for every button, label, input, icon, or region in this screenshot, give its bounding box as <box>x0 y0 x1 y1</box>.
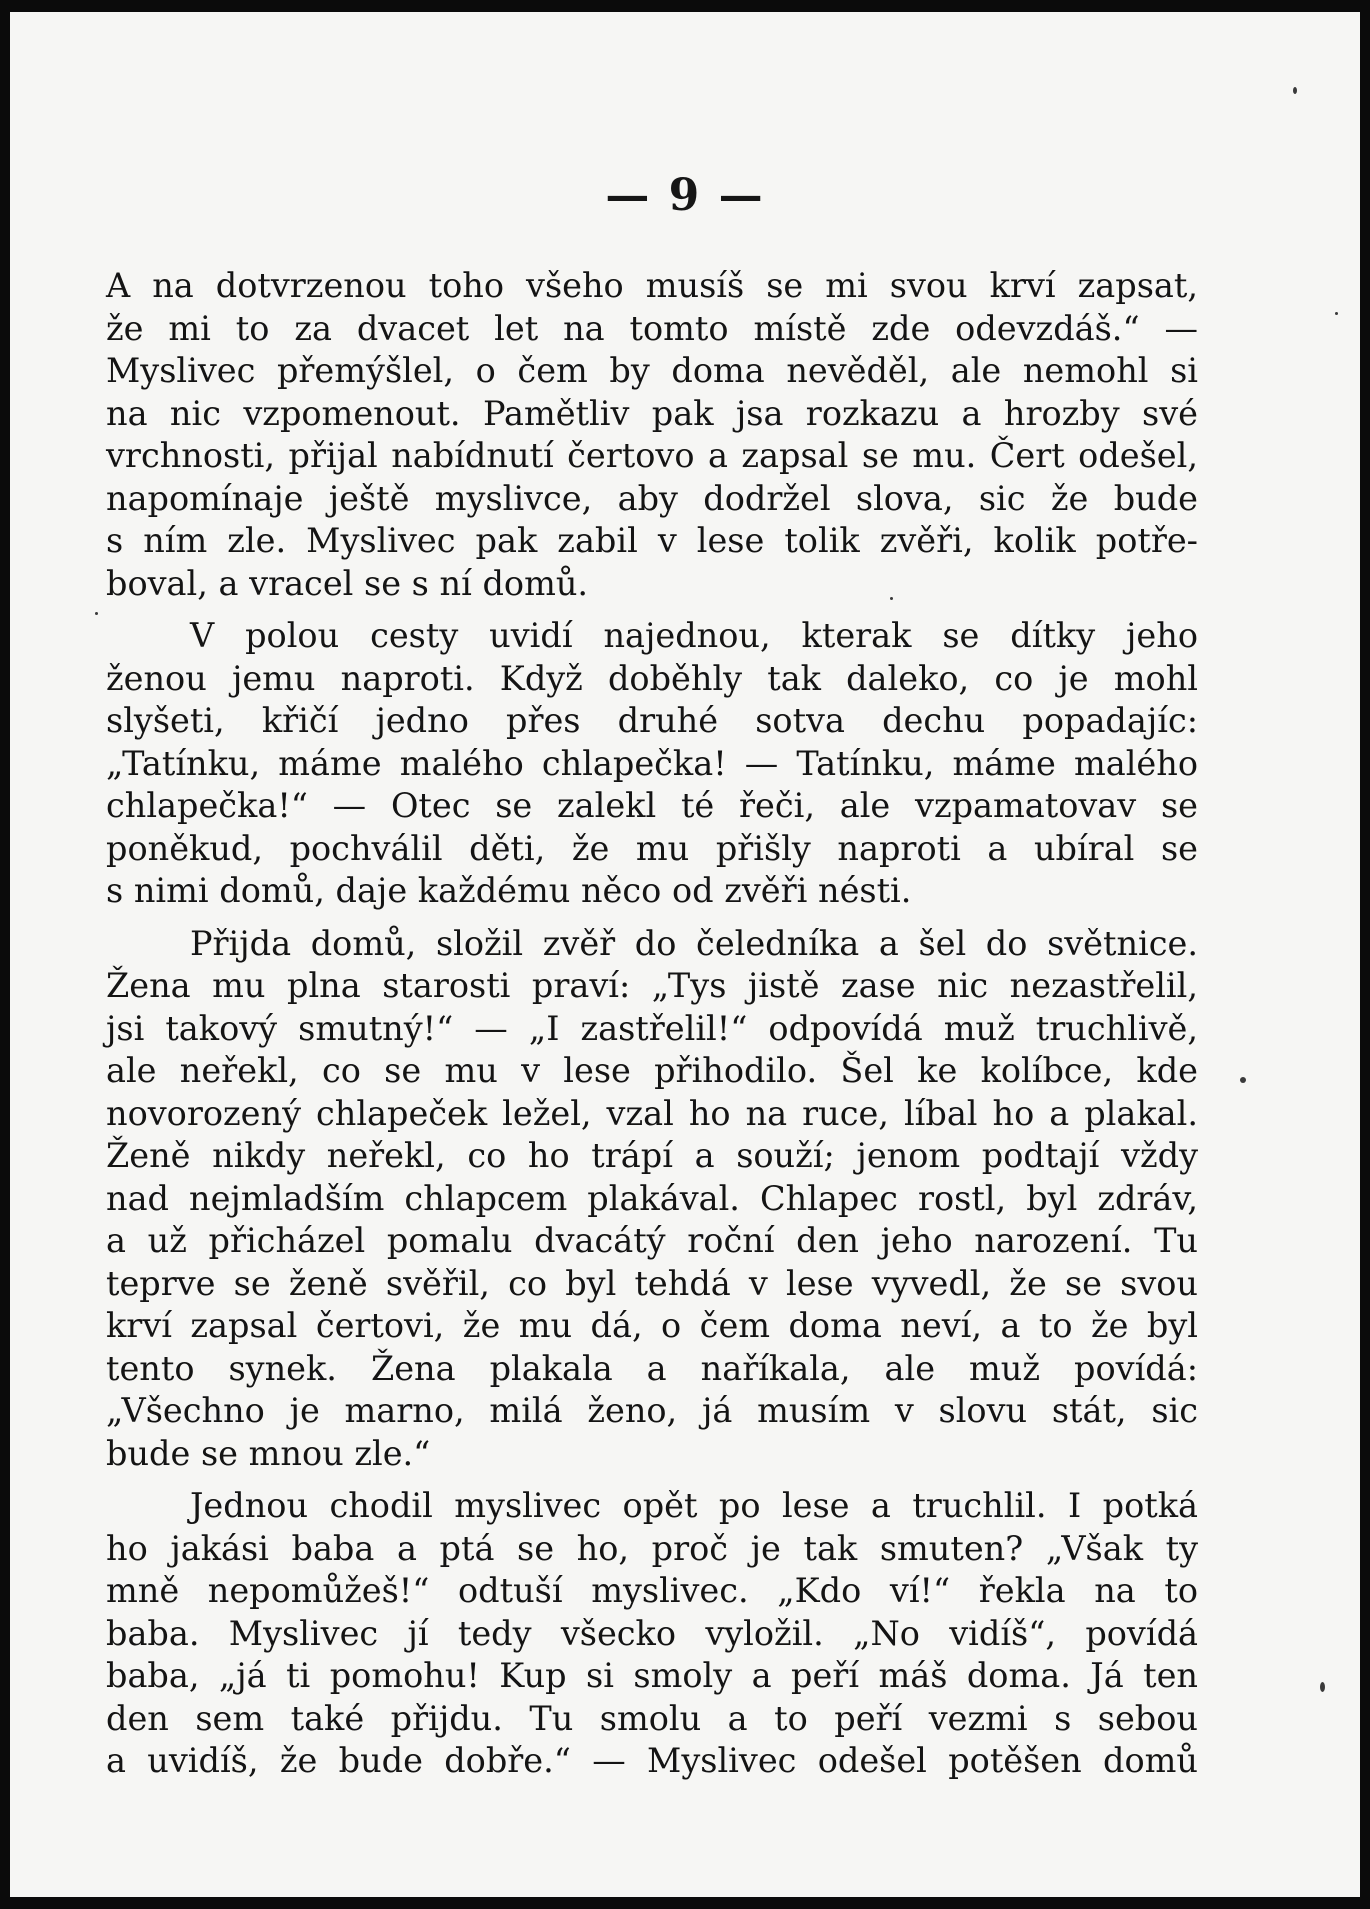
page-number: — 9 — <box>605 170 765 221</box>
text-line: den sem také přijdu. Tu smolu a to peří vezmi s sebou <box>106 1698 1198 1738</box>
text-line: vrchnosti, přijal nabídnutí čertovo a zapsal se mu. Čert odešel, <box>106 436 1198 475</box>
text-line: že mi to za dvacet let na tomto místě zde odevzdáš.“ — <box>106 308 1198 348</box>
text-line: ženou jemu naproti. Když doběhly tak daleko, co je mohl <box>106 658 1198 698</box>
text-line: mně nepomůžeš!“ odtuší myslivec. „Kdo ví!“ řekla na to <box>106 1571 1198 1610</box>
text-line: tento synek. Žena plakala a naříkala, ale muž povídá: <box>106 1348 1198 1388</box>
text-line: teprve se ženě svěřil, co byl tehdá v lese vyvedl, že se svou <box>106 1263 1198 1303</box>
text-line: Jednou chodil myslivec opět po lese a truchlil. I potká <box>190 1486 1198 1525</box>
text-line: Žena mu plna starosti praví: „Tys jistě zase nic nezastřelil, <box>106 966 1198 1005</box>
book-page <box>10 12 1360 1897</box>
paragraph <box>106 265 1198 605</box>
text-line: na nic vzpomenout. Pamětliv pak jsa rozkazu a hrozby své <box>106 393 1198 433</box>
text-line: s ním zle. Myslivec pak zabil v lese tolik zvěři, kolik potře- <box>106 521 1198 560</box>
text-line: ale neřekl, co se mu v lese přihodilo. Šel ke kolíbce, kde <box>106 1051 1198 1090</box>
text-line: slyšeti, křičí jedno přes druhé sotva dechu popadajíc: <box>106 701 1198 740</box>
text-line: napomínaje ještě myslivce, aby dodržel slova, sic že bude <box>106 478 1198 518</box>
text-line: a uvidíš, že bude dobře.“ — Myslivec odešel potěšen domů <box>106 1741 1198 1780</box>
text-line: „Tatínku, máme malého chlapečka! — Tatínku, máme malého <box>106 743 1198 783</box>
text-line: novorozený chlapeček ležel, vzal ho na ruce, líbal ho a plakal. <box>106 1093 1198 1133</box>
text-line: „Všechno je marno, milá ženo, já musím v slovu stát, sic <box>106 1391 1198 1430</box>
text-line: chlapečka!“ — Otec se zalekl té řeči, ale vzpamatovav se <box>106 786 1198 825</box>
text-line: poněkud, pochválil děti, že mu přišly naproti a ubíral se <box>106 828 1198 868</box>
text-line: Myslivec přemýšlel, o čem by doma nevěděl, ale nemohl si <box>106 351 1198 390</box>
paragraph <box>106 615 1198 913</box>
text-line: boval, a vracel se s ní domů. <box>106 563 589 603</box>
page-text <box>106 265 1198 1783</box>
text-line: bude se mnou zle.“ <box>106 1433 431 1473</box>
text-line: A na dotvrzenou toho všeho musíš se mi svou krví zapsat, <box>106 266 1198 305</box>
text-line: V polou cesty uvidí najednou, kterak se dítky jeho <box>190 616 1198 655</box>
text-line: Přijda domů, složil zvěř do čeledníka a šel do světnice. <box>190 923 1198 963</box>
text-line: krví zapsal čertovi, že mu dá, o čem doma neví, a to že byl <box>106 1306 1198 1345</box>
text-line: Ženě nikdy neřekl, co ho trápí a souží; jenom podtají vždy <box>106 1136 1198 1175</box>
paragraph <box>106 1485 1198 1783</box>
text-line: nad nejmladším chlapcem plakával. Chlapec rostl, byl zdráv, <box>106 1178 1198 1218</box>
paragraph <box>106 923 1198 1476</box>
text-line: s nimi domů, daje každému něco od zvěři nésti. <box>106 871 912 910</box>
text-line: a už přicházel pomalu dvacátý roční den jeho narození. Tu <box>106 1221 1198 1260</box>
text-line: ho jakási baba a ptá se ho, proč je tak smuten? „Však ty <box>106 1528 1198 1568</box>
text-line: jsi takový smutný!“ — „I zastřelil!“ odpovídá muž truchlivě, <box>106 1008 1198 1048</box>
text-line: baba, „já ti pomohu! Kup si smoly a peří máš doma. Já ten <box>106 1656 1198 1695</box>
text-line: baba. Myslivec jí tedy všecko vyložil. „No vidíš“, povídá <box>106 1613 1198 1653</box>
